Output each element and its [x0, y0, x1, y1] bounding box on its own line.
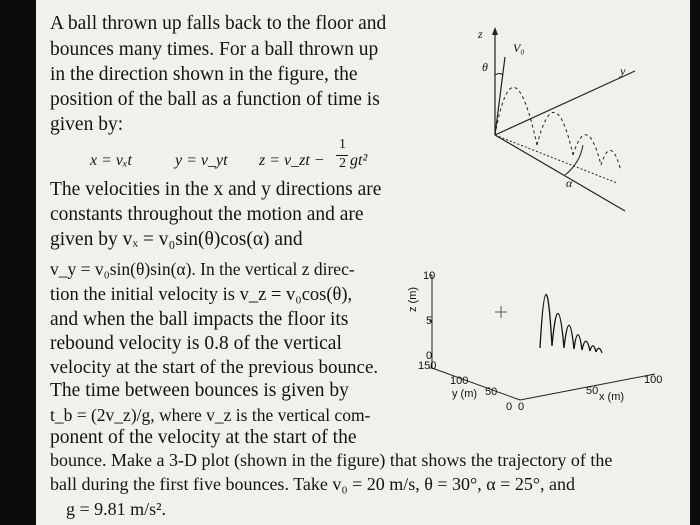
- text-line: tion the initial velocity is v_z = v₀cos(θ),: [50, 285, 353, 305]
- text-line: velocity at the start of the previous bounce.: [50, 357, 379, 378]
- text-line: constants throughout the motion and are: [50, 204, 364, 225]
- text-line: given by vₓ = v₀sin(θ)cos(α) and: [50, 229, 303, 250]
- text-line: rebound velocity is 0.8 of the vertical: [50, 333, 342, 354]
- equation-gt2: gt²: [350, 152, 368, 169]
- y-axis-label: y (m): [452, 388, 478, 400]
- x-tick-0: 0: [518, 401, 525, 413]
- z-axis-label: z (m): [407, 286, 419, 312]
- text-line: and when the ball impacts the floor its: [50, 309, 349, 330]
- trajectory-3d-plot: [400, 250, 680, 430]
- y-tick-100: 100: [450, 375, 469, 387]
- text-line: in the direction shown in the figure, the: [50, 64, 358, 85]
- equation-x: x = vₓt: [90, 152, 132, 169]
- text-line: g = 9.81 m/s².: [66, 499, 167, 519]
- text-line: ponent of the velocity at the start of the: [50, 427, 357, 448]
- y-tick-50: 50: [485, 386, 498, 398]
- text-line: position of the ball as a function of time is: [50, 89, 380, 110]
- text-line: The time between bounces is given by: [50, 380, 349, 401]
- x-tick-100: 100: [644, 374, 663, 386]
- text-line: given by:: [50, 114, 124, 135]
- z-tick-10: 10: [423, 270, 436, 282]
- equation-y: y = v_yt: [175, 152, 228, 169]
- text-line: t_b = (2v_z)/g, where v_z is the vertical com-: [50, 405, 371, 425]
- y-tick-150: 150: [418, 360, 437, 372]
- x-axis-label: x (m): [599, 391, 625, 403]
- text-line: bounce. Make a 3-D plot (shown in the figure) that shows the trajectory of the: [50, 450, 613, 470]
- launch-direction-diagram: [465, 15, 645, 245]
- fraction-denominator: 2: [339, 156, 346, 171]
- x-tick-50: 50: [586, 385, 599, 397]
- text-line: The velocities in the x and y directions are: [50, 179, 382, 200]
- diagram-v0-label: V₀: [513, 41, 525, 55]
- z-tick-0: 0: [426, 350, 433, 362]
- fraction-numerator: 1: [339, 137, 346, 152]
- diagram-z-label: z: [478, 27, 483, 41]
- diagram-theta-label: θ: [482, 60, 488, 74]
- equation-z: z = v_zt −: [259, 152, 325, 169]
- text-line: bounces many times. For a ball thrown up: [50, 39, 379, 60]
- diagram-y-label: y: [620, 64, 626, 78]
- text-line: ball during the first five bounces. Take v₀ = 20 m/s, θ = 30°, α = 25°, and: [50, 474, 576, 494]
- diagram-alpha-label: α: [566, 176, 573, 190]
- text-line: v_y = v₀sin(θ)sin(α). In the vertical z direc-: [50, 259, 355, 279]
- text-line: A ball thrown up falls back to the floor and: [50, 13, 387, 34]
- y-tick-0: 0: [506, 401, 513, 413]
- z-tick-5: 5: [426, 315, 433, 327]
